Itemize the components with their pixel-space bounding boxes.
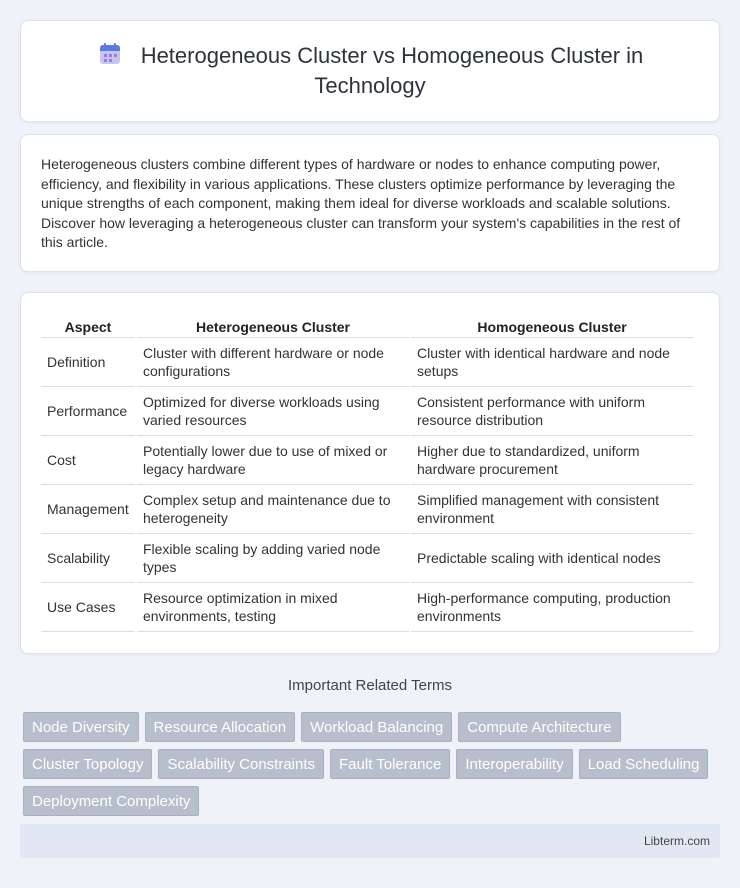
table-row <box>41 534 693 583</box>
tag-load-scheduling[interactable]: Load Scheduling <box>579 749 709 779</box>
tag-interoperability[interactable]: Interoperability <box>456 749 572 779</box>
table-cell-aspect: Scalability <box>41 534 135 583</box>
table-row <box>41 338 693 387</box>
table-cell-homogeneous: Simplified management with consistent environment <box>411 485 693 534</box>
table-cell-aspect: Cost <box>41 436 135 485</box>
page-title: Heterogeneous Cluster vs Homogeneous Cluster in Technology <box>140 43 644 98</box>
calendar-icon <box>97 41 123 67</box>
footer-site-link[interactable]: Libterm.com <box>643 834 710 848</box>
tag-deployment-complexity[interactable]: Deployment Complexity <box>23 786 199 816</box>
column-header-aspect: Aspect <box>41 313 135 338</box>
table-cell-aspect: Use Cases <box>41 583 135 632</box>
column-header-homogeneous: Homogeneous Cluster <box>411 313 693 338</box>
tag-scalability-constraints[interactable]: Scalability Constraints <box>158 749 324 779</box>
related-terms-heading: Important Related Terms <box>288 677 452 694</box>
tag-fault-tolerance[interactable]: Fault Tolerance <box>330 749 450 779</box>
table-cell-aspect: Definition <box>41 338 135 387</box>
column-header-heterogeneous: Heterogeneous Cluster <box>137 313 409 338</box>
comparison-table <box>39 313 695 632</box>
table-header-row <box>41 313 693 338</box>
comparison-card <box>20 292 720 654</box>
table-cell-homogeneous: Cluster with identical hardware and node setups <box>411 338 693 387</box>
tag-resource-allocation[interactable]: Resource Allocation <box>145 712 296 742</box>
table-cell-homogeneous: High-performance computing, production environments <box>411 583 693 632</box>
tag-workload-balancing[interactable]: Workload Balancing <box>301 712 452 742</box>
title-card <box>20 20 720 122</box>
related-terms-list <box>20 712 720 816</box>
table-cell-heterogeneous: Complex setup and maintenance due to heterogeneity <box>137 485 409 534</box>
intro-card <box>20 134 720 272</box>
table-cell-heterogeneous: Optimized for diverse workloads using varied resources <box>137 387 409 436</box>
table-row <box>41 485 693 534</box>
intro-text: Heterogeneous clusters combine different types of hardware or nodes to enhance computing power, efficiency, and flexibility in various applications. These clusters optimize performance by leveraging the unique strengths of each component, making them ideal for diverse workloads and scalable solutions. Discover how leveraging a heterogeneous cluster can transform your system's capabilities in the rest of this article. <box>41 156 681 250</box>
table-cell-aspect: Management <box>41 485 135 534</box>
footer <box>20 824 720 858</box>
table-cell-homogeneous: Consistent performance with uniform resource distribution <box>411 387 693 436</box>
table-cell-heterogeneous: Potentially lower due to use of mixed or legacy hardware <box>137 436 409 485</box>
table-row <box>41 387 693 436</box>
table-row <box>41 583 693 632</box>
tag-node-diversity[interactable]: Node Diversity <box>23 712 139 742</box>
table-row <box>41 436 693 485</box>
tag-compute-architecture[interactable]: Compute Architecture <box>458 712 620 742</box>
table-cell-aspect: Performance <box>41 387 135 436</box>
table-cell-homogeneous: Predictable scaling with identical nodes <box>411 534 693 583</box>
table-cell-homogeneous: Higher due to standardized, uniform hardware procurement <box>411 436 693 485</box>
table-cell-heterogeneous: Flexible scaling by adding varied node types <box>137 534 409 583</box>
table-cell-heterogeneous: Resource optimization in mixed environments, testing <box>137 583 409 632</box>
page-title-wrap <box>61 41 679 101</box>
table-cell-heterogeneous: Cluster with different hardware or node configurations <box>137 338 409 387</box>
tag-cluster-topology[interactable]: Cluster Topology <box>23 749 152 779</box>
